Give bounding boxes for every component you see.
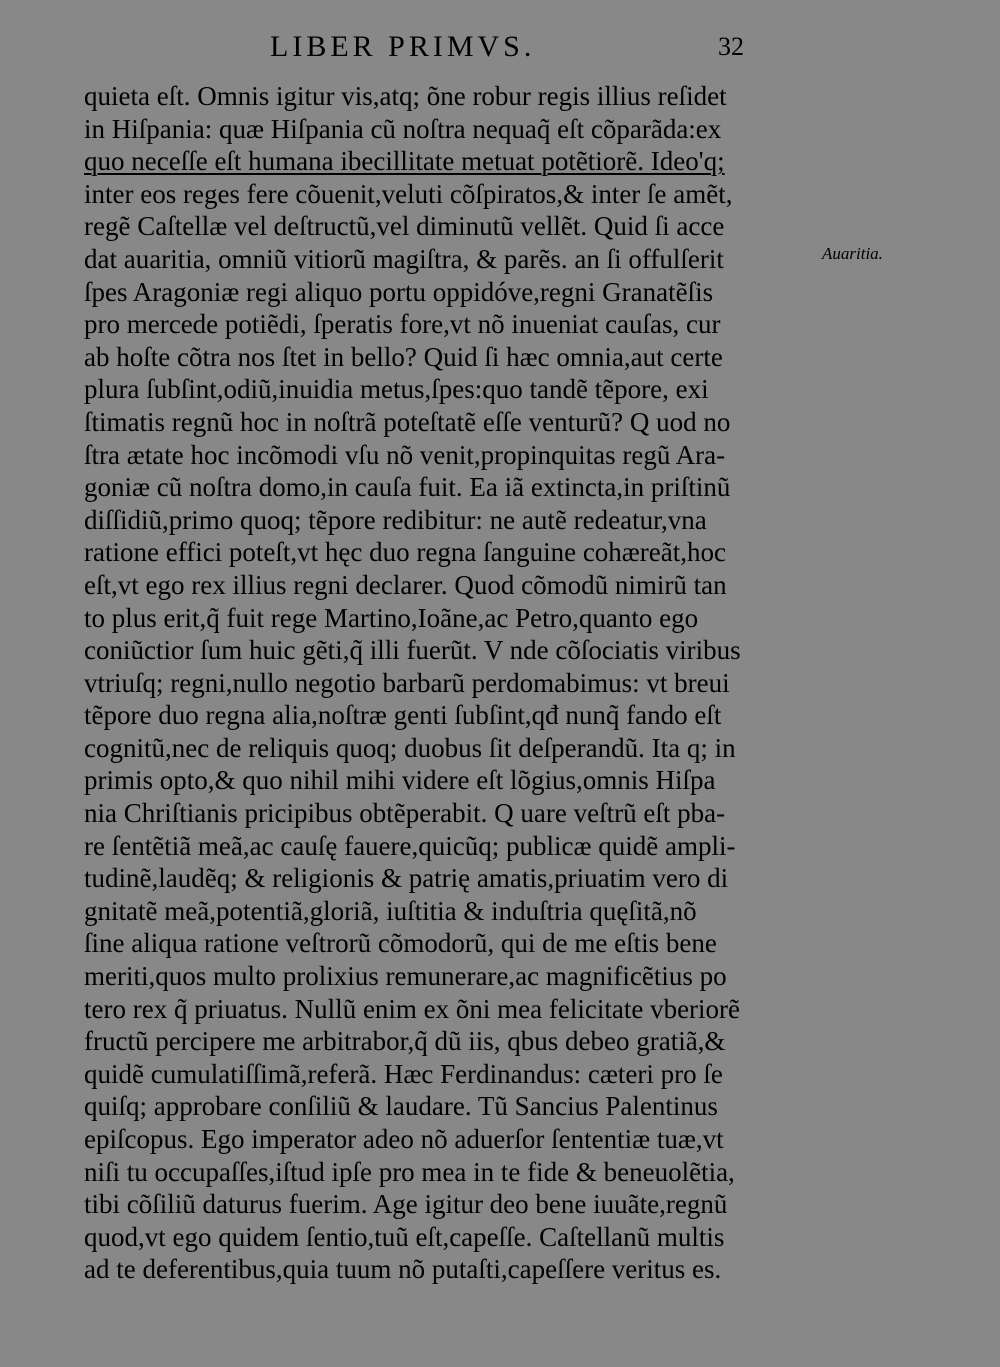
- underlined-text: quo neceſſe eſt humana ibecillitate metuat potẽtiorẽ. Ideo'q;: [84, 146, 725, 177]
- text-line: ab hoſte cõtra nos ſtet in bello? Quid ſi hæc omnia,aut certe: [84, 341, 723, 372]
- text-line: nia Chriſtianis pricipibus obtẽperabit. Q uare veſtrũ eſt pba-: [84, 798, 726, 829]
- text-line: diſſidiũ,primo quoq; tẽpore redibitur: ne autẽ redeatur,vna: [84, 504, 707, 535]
- text-line: fructũ percipere me arbitrabor,q̃ dũ iis, qbus debeo gratiã,&: [84, 1026, 726, 1057]
- text-line: gnitatẽ meã,potentiã,gloriã, iuſtitia & induſtria quęſitã,nõ: [84, 895, 697, 926]
- text-line: in Hiſpania: quæ Hiſpania cũ noſtra nequaq̃ eſt cõparãda:ex: [84, 113, 722, 144]
- text-line: tibi cõſiliũ daturus fuerim. Age igitur deo bene iuuãte,regnũ: [84, 1189, 728, 1220]
- text-line: to plus erit,q̃ fuit rege Martino,Ioãne,ac Petro,quanto ego: [84, 602, 699, 633]
- text-line: ſpes Aragoniæ regi aliquo portu oppidóve,regni Granatẽſis: [84, 276, 714, 307]
- text-line: quiſq; approbare conſiliũ & laudare. Tũ Sancius Palentinus: [84, 1091, 718, 1122]
- page-number: 32: [718, 32, 744, 61]
- text-line: coniũctior ſum huic gẽti,q̃ illi fuerũt. V nde cõſociatis viribus: [84, 635, 741, 666]
- text-line: regẽ Caſtellæ vel deſtructũ,vel diminutũ vellẽt. Quid ſi acce: [84, 211, 725, 242]
- body-text: [84, 80, 824, 1286]
- margin-note: Auaritia.: [822, 244, 883, 263]
- page-header: [0, 30, 1000, 74]
- text-line: quidẽ cumulatiſſimã,referã. Hæc Ferdinandus: cæteri pro ſe: [84, 1058, 723, 1089]
- running-head: LIBER PRIMVS.: [270, 30, 536, 63]
- text-line: niſi tu occupaſſes,iſtud ipſe pro mea in te fide & beneuolẽtia,: [84, 1156, 735, 1187]
- text-line: ſtra ætate hoc incõmodi vſu nõ venit,propinquitas regũ Ara-: [84, 439, 726, 470]
- text-line: ſtimatis regnũ hoc in noſtrã poteſtatẽ eſſe venturũ? Q uod no: [84, 406, 731, 437]
- text-line: ratione effici poteſt,vt hęc duo regna ſanguine cohæreãt,hoc: [84, 537, 727, 568]
- text-line: meriti,quos multo prolixius remunerare,ac magnificẽtius po: [84, 961, 727, 992]
- text-line-underlined: [84, 145, 824, 178]
- text-line: dat auaritia, omniũ vitiorũ magiſtra, & parẽs. an ſi offulſerit: [84, 243, 724, 274]
- text-line: quieta eſt. Omnis igitur vis,atq; õne robur regis illius reſidet: [84, 81, 727, 111]
- text-line: vtriuſq; regni,nullo negotio barbarũ perdomabimus: vt breui: [84, 667, 730, 698]
- text-line: quod,vt ego quidem ſentio,tuũ eſt,capeſſe. Caſtellanũ multis: [84, 1221, 725, 1252]
- text-line: re ſentẽtiã meã,ac cauſę fauere,quicũq; publicæ quidẽ ampli-: [84, 830, 736, 861]
- text-line: tẽpore duo regna alia,noſtræ genti ſubſint,qđ nunq̃ fando eſt: [84, 700, 722, 731]
- text-line: epiſcopus. Ego imperator adeo nõ aduerſor ſententiæ tuæ,vt: [84, 1124, 724, 1154]
- text-line: goniæ cũ noſtra domo,in cauſa fuit. Ea iã extincta,in priſtinũ: [84, 472, 731, 503]
- text-line: ſine aliqua ratione veſtrorũ cõmodorũ, qui de me eſtis bene: [84, 928, 717, 959]
- text-line: cognitũ,nec de reliquis quoq; duobus ſit deſperandũ. Ita q; in: [84, 732, 736, 763]
- text-line: primis opto,& quo nihil mihi videre eſt lõgius,omnis Hiſpa: [84, 765, 716, 796]
- text-line: ad te deferentibus,quia tuum nõ putaſti,capeſſere veritus es.: [84, 1254, 722, 1285]
- text-line: tero rex q̃ priuatus. Nullũ enim ex õni mea felicitate vberiorẽ: [84, 993, 741, 1024]
- text-line: pro mercede potiẽdi, ſperatis fore,vt nõ inueniat cauſas, cur: [84, 309, 721, 340]
- text-line: plura ſubſint,odiũ,inuidia metus,ſpes:quo tandẽ tẽpore, exi: [84, 374, 709, 405]
- text-line: tudinẽ,laudẽq; & religionis & patrię amatis,priuatim vero di: [84, 863, 729, 894]
- text-line: eſt,vt ego rex illius regni declarer. Quod cõmodũ nimirũ tan: [84, 569, 727, 600]
- text-line: inter eos reges fere cõuenit,veluti cõſpiratos,& inter ſe amẽt,: [84, 178, 733, 209]
